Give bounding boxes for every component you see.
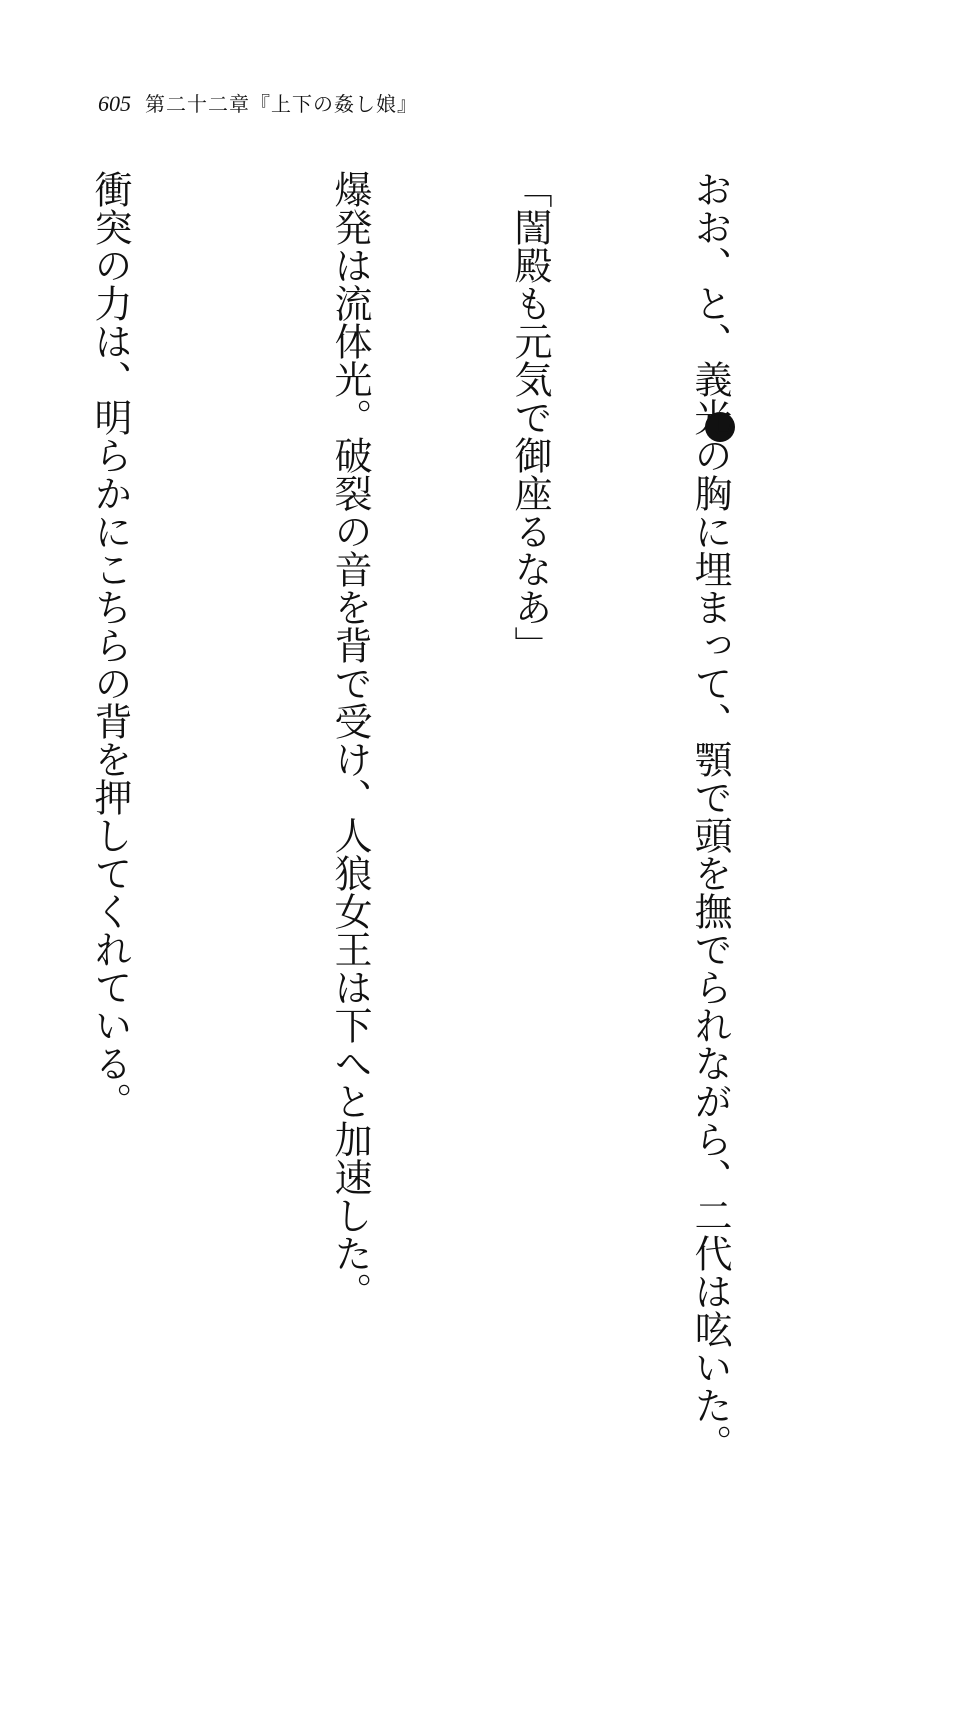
text-line: 爆発は流体光。破裂の音を背で受け、人狼女王は下へと加速した。 <box>328 170 372 1310</box>
text-line: おお、と、義光の胸に埋まって、顎で頭を撫でられながら、二代は呟いた。 <box>688 170 732 1462</box>
text-line: 衝突の力は、明らかにこちらの背を押してくれている。 <box>88 170 132 1120</box>
body-text <box>0 170 860 1462</box>
text-line: 「誾殿も元気で御座るなあ」 <box>508 170 552 664</box>
page-header <box>98 88 418 118</box>
page-number: 605 <box>98 91 131 116</box>
chapter-title: 第二十二章『上下の姦し娘』 <box>145 92 418 116</box>
